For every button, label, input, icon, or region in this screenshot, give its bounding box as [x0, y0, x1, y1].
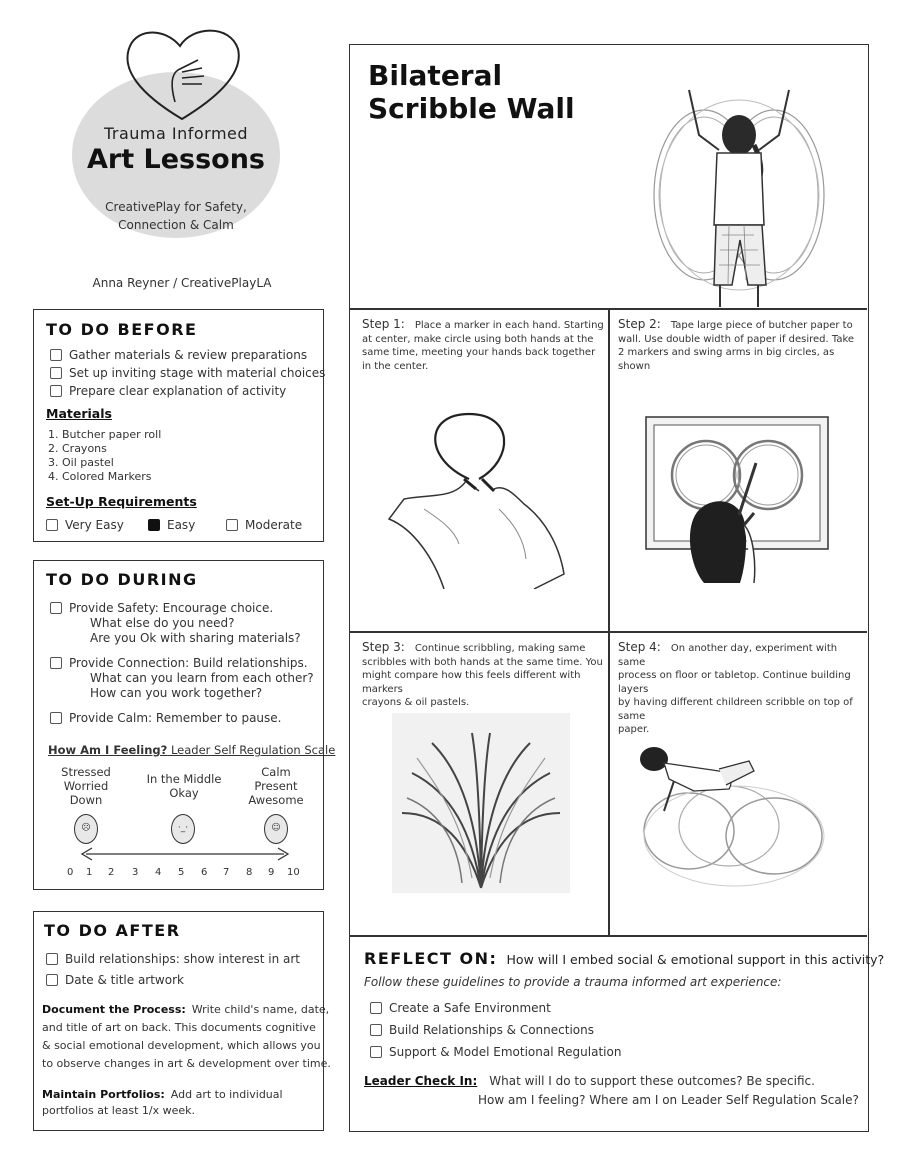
checkbox[interactable]	[50, 385, 62, 397]
leader-check-label: Leader Check In:	[364, 1074, 478, 1088]
step-line: by having different childreen scribble on top of same	[618, 697, 853, 722]
child-on-floor-illustration	[634, 741, 834, 891]
scale-right-label: Awesome	[248, 793, 304, 807]
portfolio-text: portfolios at least 1/x week.	[42, 1104, 195, 1117]
scale-left-label: Stressed	[61, 765, 111, 779]
hands-with-markers-illustration	[384, 409, 574, 589]
portfolio-text: Add art to individual	[170, 1088, 283, 1101]
author: Anna Reyner / CreativePlayLA	[92, 276, 272, 290]
after-item: Build relationships: show interest in art	[65, 952, 301, 966]
connection-question: How can you work together?	[90, 686, 263, 700]
scale-right-label: Calm	[261, 765, 291, 779]
scale-number: 9	[268, 867, 275, 878]
reflect-guideline: Follow these guidelines to provide a trauma informed art experience:	[364, 975, 782, 989]
step-line: On another day, experiment with same	[618, 643, 838, 668]
divider	[350, 935, 867, 937]
portfolio-label: Maintain Portfolios:	[42, 1088, 165, 1101]
scale-title-bold: How Am I Feeling?	[48, 743, 168, 757]
material-item: 1. Butcher paper roll	[48, 428, 162, 441]
step-line: crayons & oil pastels.	[362, 697, 470, 708]
todo-before-panel	[33, 309, 324, 542]
child-scribbling-illustration	[644, 75, 834, 310]
scale-number: 4	[155, 867, 162, 878]
todo-after-title: TO DO AFTER	[44, 921, 181, 940]
document-label: Document the Process:	[42, 1003, 186, 1016]
document-text: Write child's name, date,	[191, 1003, 330, 1016]
heart-hands-icon	[120, 24, 245, 124]
checkbox[interactable]	[50, 367, 62, 379]
scale-title	[48, 743, 335, 757]
document-text: & social emotional development, which allows you	[42, 1039, 321, 1052]
stressed-face-icon: ☹	[74, 814, 98, 844]
step-line: might compare how this feels different with markers	[362, 670, 581, 695]
logo-tagline2: Connection & Calm	[118, 218, 234, 232]
scale-number: 6	[201, 867, 208, 878]
calm-item: Provide Calm: Remember to pause.	[69, 711, 282, 725]
checkbox[interactable]	[46, 974, 58, 986]
safety-item: Provide Safety: Encourage choice.	[69, 601, 274, 615]
setup-heading: Set-Up Requirements	[46, 494, 197, 509]
document-text: and title of art on back. This documents cognitive	[42, 1021, 316, 1034]
step-label: Step 1:	[362, 317, 405, 331]
activity-title-line1: Bilateral	[368, 59, 503, 92]
scale-arrow	[80, 847, 290, 861]
setup-option: Very Easy	[65, 518, 124, 532]
step-line: Tape large piece of butcher paper to	[670, 320, 853, 331]
reflect-question: How will I embed social & emotional support in this activity?	[506, 952, 885, 967]
material-item: 2. Crayons	[48, 442, 107, 455]
logo-line1: Trauma Informed	[103, 124, 249, 143]
setup-option: Moderate	[245, 518, 303, 532]
scale-mid-label: Okay	[169, 786, 199, 800]
reflect-title: REFLECT ON:	[364, 949, 498, 968]
todo-before-title: TO DO BEFORE	[46, 320, 198, 339]
logo-tagline1: CreativePlay for Safety,	[105, 200, 247, 214]
activity-panel	[349, 44, 885, 1132]
step-label: Step 2:	[618, 317, 661, 331]
step-line: scribbles with both hands at the same time. You	[362, 656, 603, 668]
scale-number: 0	[67, 867, 74, 878]
scale-number: 1	[86, 867, 93, 878]
divider	[350, 631, 867, 633]
step-label: Step 3:	[362, 640, 405, 654]
step-line: in the center.	[362, 360, 429, 372]
scale-number: 10	[287, 867, 300, 878]
neutral-face-icon: ·_·	[171, 814, 195, 844]
reflect-item: Create a Safe Environment	[389, 1001, 551, 1015]
setup-option: Easy	[167, 518, 196, 532]
scale-mid-label: In the Middle	[146, 772, 222, 786]
document-text: to observe changes in art & development over time.	[42, 1057, 331, 1070]
scale-right-label: Present	[254, 779, 298, 793]
scale-number: 2	[108, 867, 115, 878]
checkbox[interactable]	[370, 1002, 382, 1014]
scale-number: 3	[132, 867, 139, 878]
child-at-paper-illustration	[644, 415, 830, 583]
step-line: 2 markers and swing arms in big circles, as shown	[618, 347, 835, 372]
leader-check-question: How am I feeling? Where am I on Leader Self Regulation Scale?	[478, 1093, 859, 1107]
scale-left-label: Worried	[63, 779, 109, 793]
step-3-text	[362, 641, 606, 710]
reflect-item: Support & Model Emotional Regulation	[389, 1045, 622, 1059]
calm-face-icon: ☺	[264, 814, 288, 844]
checkbox[interactable]	[370, 1024, 382, 1036]
step-1-text	[362, 318, 606, 373]
checkbox[interactable]	[46, 953, 58, 965]
step-label: Step 4:	[618, 640, 661, 654]
leader-check-question: What will I do to support these outcomes? Be specific.	[489, 1074, 815, 1088]
scale-number: 5	[178, 867, 185, 878]
step-line: process on floor or tabletop. Continue building layers	[618, 670, 851, 695]
scale-left-label: Down	[69, 793, 103, 807]
step-line: wall. Use double width of paper if desired. Take	[618, 333, 855, 345]
checkbox-checked[interactable]	[148, 519, 160, 531]
step-line: paper.	[618, 724, 650, 735]
checkbox[interactable]	[370, 1046, 382, 1058]
todo-after-panel	[33, 911, 331, 1131]
todo-during-title: TO DO DURING	[46, 570, 198, 589]
reflect-item: Build Relationships & Connections	[389, 1023, 594, 1037]
scale-number: 8	[246, 867, 253, 878]
checkbox[interactable]	[50, 349, 62, 361]
logo-line2: Art Lessons	[86, 144, 266, 175]
scale-title-rest: Leader Self Regulation Scale	[167, 743, 336, 757]
reflect-header	[364, 949, 884, 968]
step-line: Continue scribbling, making same	[414, 643, 586, 654]
checkbox[interactable]	[50, 602, 62, 614]
connection-question: What can you learn from each other?	[90, 671, 314, 685]
step-2-text	[618, 318, 864, 373]
divider	[608, 308, 610, 936]
connection-item: Provide Connection: Build relationships.	[69, 656, 308, 670]
checkbox[interactable]	[46, 519, 58, 531]
step-4-text	[618, 641, 864, 737]
todo-during-panel	[33, 560, 336, 890]
checkbox[interactable]	[50, 712, 62, 724]
checkbox[interactable]	[50, 657, 62, 669]
materials-heading: Materials	[46, 406, 112, 421]
before-item: Prepare clear explanation of activity	[69, 384, 287, 398]
safety-question: Are you Ok with sharing materials?	[90, 631, 301, 645]
activity-title-line2: Scribble Wall	[368, 92, 575, 125]
scribble-artwork-illustration	[392, 713, 570, 893]
scale-number: 7	[223, 867, 230, 878]
before-item: Gather materials & review preparations	[69, 348, 308, 362]
before-item: Set up inviting stage with material choices	[69, 366, 326, 380]
safety-question: What else do you need?	[90, 616, 235, 630]
checkbox[interactable]	[226, 519, 238, 531]
after-item: Date & title artwork	[65, 973, 184, 987]
material-item: 3. Oil pastel	[48, 456, 114, 469]
material-item: 4. Colored Markers	[48, 470, 152, 483]
step-line: at center, make circle using both hands at the	[362, 333, 594, 345]
step-line: same time, meeting your hands back together	[362, 347, 596, 358]
step-line: Place a marker in each hand. Starting	[414, 320, 604, 331]
